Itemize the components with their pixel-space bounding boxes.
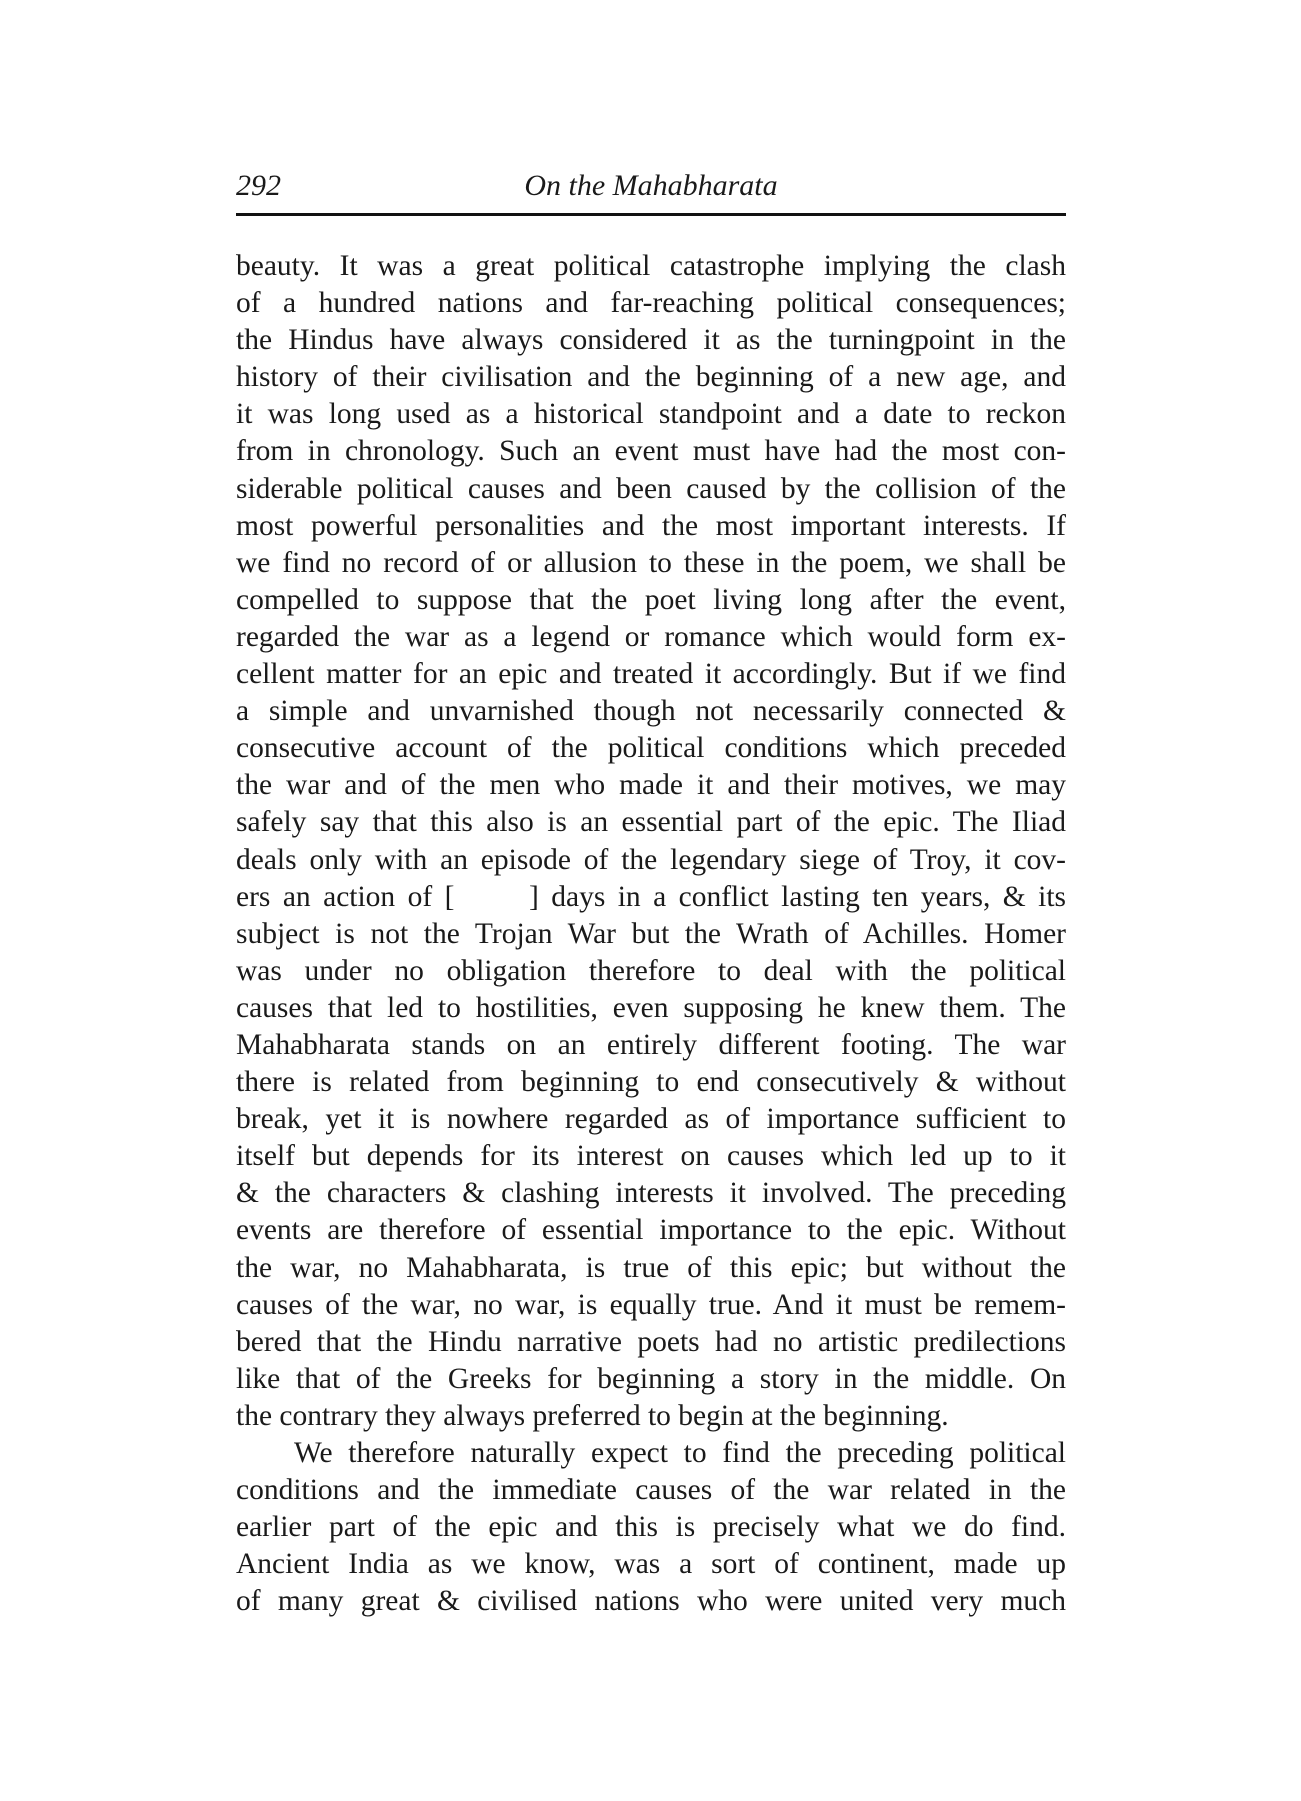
text-line: We therefore naturally expect to find the preceding political [294,1437,1066,1469]
text-line: safely say that this also is an essential part of the epic. The Iliad [236,806,1066,839]
text-line: of many great & civilised nations who were united very much [236,1585,1066,1618]
text-line: break, yet it is nowhere regarded as of importance sufficient to [236,1103,1066,1136]
text-line: the war, no Mahabharata, is true of this epic; but without the [236,1251,1066,1284]
paragraph-2 [236,1435,1066,1620]
text-line: events are therefore of essential importance to the epic. Without [236,1214,1066,1247]
text-line: we find no record of or allusion to these in the poem, we shall be [236,546,1066,579]
text-line: of a hundred nations and far-reaching political consequences; [236,287,1066,320]
text-line: causes that led to hostilities, even supposing he knew them. The [236,991,1066,1024]
text-line: causes of the war, no war, is equally true. And it must be remem- [236,1288,1066,1321]
text-line: most powerful personalities and the most important interests. If [236,509,1066,542]
running-head [236,166,1066,206]
text-line: & the characters & clashing interests it involved. The preceding [236,1177,1066,1210]
text-line: compelled to suppose that the poet living long after the event, [236,583,1066,616]
text-line: ers an action of [ ] days in a conflict lasting ten years, & its [236,880,1066,913]
text-line: regarded the war as a legend or romance which would form ex- [236,620,1066,653]
text-line: from in chronology. Such an event must have had the most con- [236,435,1066,468]
text-line: subject is not the Trojan War but the Wrath of Achilles. Homer [236,917,1066,950]
text-line: conditions and the immediate causes of the war related in the [236,1474,1066,1507]
text-line: the war and of the men who made it and their motives, we may [236,769,1066,802]
text-line: there is related from beginning to end consecutively & without [236,1066,1066,1099]
text-line: itself but depends for its interest on causes which led up to it [236,1140,1066,1173]
text-line: it was long used as a historical standpoint and a date to reckon [236,398,1066,431]
body-text [236,248,1066,1620]
text-line: like that of the Greeks for beginning a story in the middle. On [236,1362,1066,1395]
header-rule [236,213,1066,216]
text-line: cellent matter for an epic and treated it accordingly. But if we find [236,658,1066,691]
text-line: the contrary they always preferred to begin at the beginning. [236,1399,949,1432]
page-number: 292 [236,169,281,202]
text-line: consecutive account of the political conditions which preceded [236,732,1066,765]
paragraph-1 [236,248,1066,1435]
text-line: beauty. It was a great political catastrophe implying the clash [236,250,1066,282]
text-line: history of their civilisation and the beginning of a new age, and [236,361,1066,394]
text-line: Ancient India as we know, was a sort of continent, made up [236,1548,1066,1581]
text-line: bered that the Hindu narrative poets had no artistic predilections [236,1325,1066,1358]
text-line: Mahabharata stands on an entirely different footing. The war [236,1028,1066,1061]
text-line: the Hindus have always considered it as the turningpoint in the [236,324,1066,357]
text-line: deals only with an episode of the legendary siege of Troy, it cov- [236,843,1066,876]
text-line: was under no obligation therefore to deal with the political [236,954,1066,987]
text-line: siderable political causes and been caused by the collision of the [236,472,1066,505]
text-line: a simple and unvarnished though not necessarily connected & [236,695,1066,728]
running-title: On the Mahabharata [524,169,778,202]
text-line: earlier part of the epic and this is precisely what we do find. [236,1511,1066,1544]
